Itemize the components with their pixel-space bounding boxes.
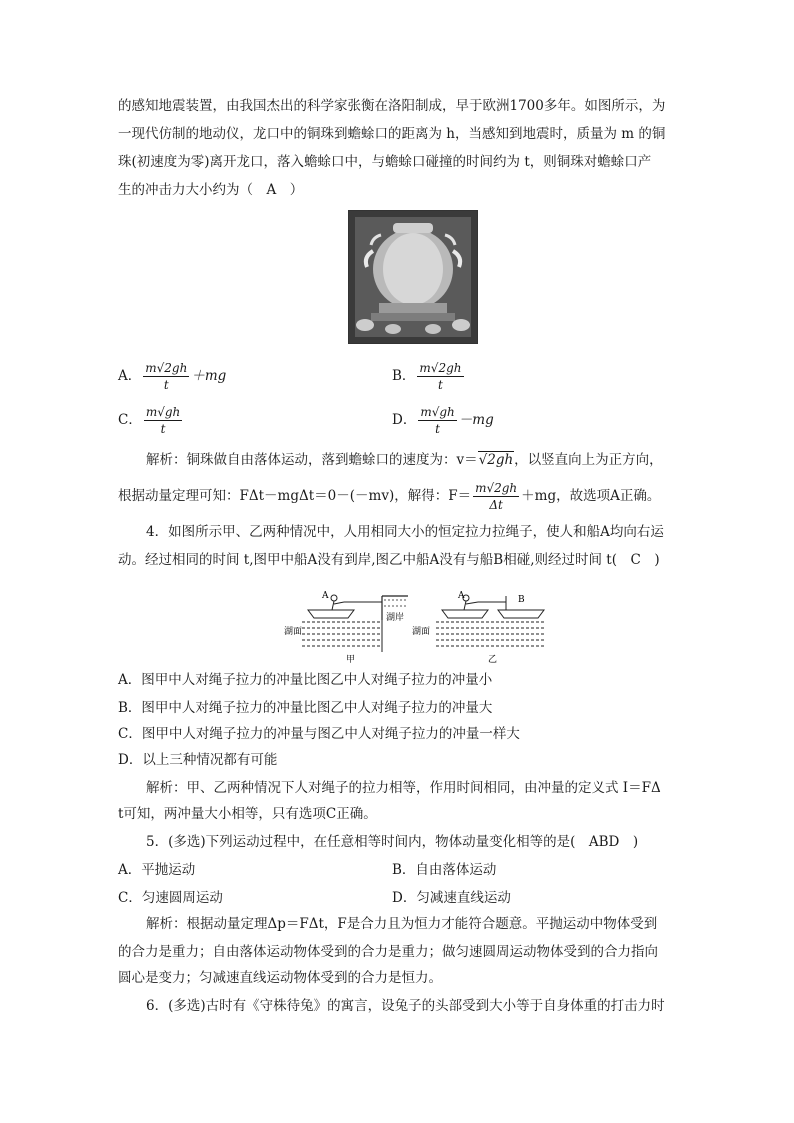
intro-line-1: 的感知地震装置，由我国杰出的科学家张衡在洛阳制成，早于欧洲1700多年。如图所示，为 (118, 98, 666, 114)
fig-label-a1: A (322, 591, 329, 601)
q5-option-a: A．平抛运动 (118, 862, 196, 878)
q5-option-c: C．匀速圆周运动 (118, 890, 223, 906)
q6-stem: 6．(多选)古时有《守株待兔》的寓言，设兔子的头部受到大小等于自身体重的打击力时 (146, 998, 665, 1014)
q5-analysis-line-2: 的合力是重力；自由落体运动物体受到的合力是重力；做匀速圆周运动物体受到的合力指向 (118, 944, 658, 960)
q3-option-c: C． $\frac{m√gh}{t}$ (118, 405, 181, 436)
fig-label-a2: A (458, 591, 465, 601)
q5-analysis-line-3: 圆心是变力；匀减速直线运动物体受到的合力是恒力。 (118, 970, 442, 986)
fig-label-b: B (518, 595, 525, 605)
intro-line-2: 一现代仿制的地动仪，龙口中的铜珠到蟾蜍口的距离为 h，当感知到地震时，质量为 m 的铜 (118, 126, 666, 142)
q4-stem-line-1: 4．如图所示甲、乙两种情况中，人用相同大小的恒定拉力拉绳子，使人和船A均向右运 (146, 524, 664, 540)
intro-line-3: 珠(初速度为零)离开龙口，落入蟾蜍口中，与蟾蜍口碰撞的时间约为 t，则铜珠对蟾蜍口产 (118, 154, 652, 170)
q4-analysis-line-1: 解析：甲、乙两种情况下人对绳子的拉力相等，作用时间相同，由冲量的定义式 I＝FΔ (146, 780, 661, 796)
q5-stem: 5．(多选)下列运动过程中，在任意相等时间内，物体动量变化相等的是( ABD ) (146, 834, 639, 850)
q5-analysis-line-1: 解析：根据动量定理Δp＝FΔt，F是合力且为恒力才能符合题意。平抛运动中物体受到 (146, 916, 658, 932)
intro-line-4: 生的冲击力大小约为（ A ） (118, 182, 304, 198)
q4-boat-figure (284, 580, 550, 664)
q4-option-d: D．以上三种情况都有可能 (118, 752, 278, 768)
fig-label-yi: 乙 (488, 655, 498, 664)
q3-option-a: A． $\frac{m√2gh}{t}$ ＋mg (118, 361, 227, 392)
q5-option-b: B．自由落体运动 (392, 862, 497, 878)
q4-option-c: C．图甲中人对绳子拉力的冲量与图乙中人对绳子拉力的冲量一样大 (118, 726, 520, 742)
q3-option-b: B． $\frac{m√2gh}{t}$ (392, 361, 462, 392)
q4-stem-line-2: 动。经过相同的时间 t,图甲中船A没有到岸,图乙中船A没有与船B相碰,则经过时间 t( C ) (118, 552, 660, 568)
q4-option-b: B．图甲中人对绳子拉力的冲量比图乙中人对绳子拉力的冲量大 (118, 700, 493, 716)
q3-analysis-line-2: 根据动量定理可知：FΔt－mgΔt＝0－(－mv)，解得：F＝ $\frac{m√2gh}{\Delta t}$ ＋mg，故选项A正确。 (118, 481, 661, 512)
q4-analysis-line-2: t可知，两冲量大小相等，只有选项C正确。 (118, 806, 377, 822)
seismograph-photo (348, 210, 478, 344)
q3-option-d: D． $\frac{m√gh}{t}$ －mg (392, 405, 494, 436)
fig-label-lake-1: 湖面 (284, 627, 303, 637)
fig-label-jia: 甲 (346, 655, 356, 664)
q4-option-a: A．图甲中人对绳子拉力的冲量比图乙中人对绳子拉力的冲量小 (118, 672, 493, 688)
fig-label-lake-2: 湖面 (412, 627, 431, 637)
fig-label-shore: 湖岸 (386, 613, 405, 623)
q3-analysis-line-1: 解析：铜珠做自由落体运动，落到蟾蜍口的速度为：v＝√2gh，以竖直向上为正方向， (146, 452, 663, 468)
q5-option-d: D．匀减速直线运动 (392, 890, 511, 906)
